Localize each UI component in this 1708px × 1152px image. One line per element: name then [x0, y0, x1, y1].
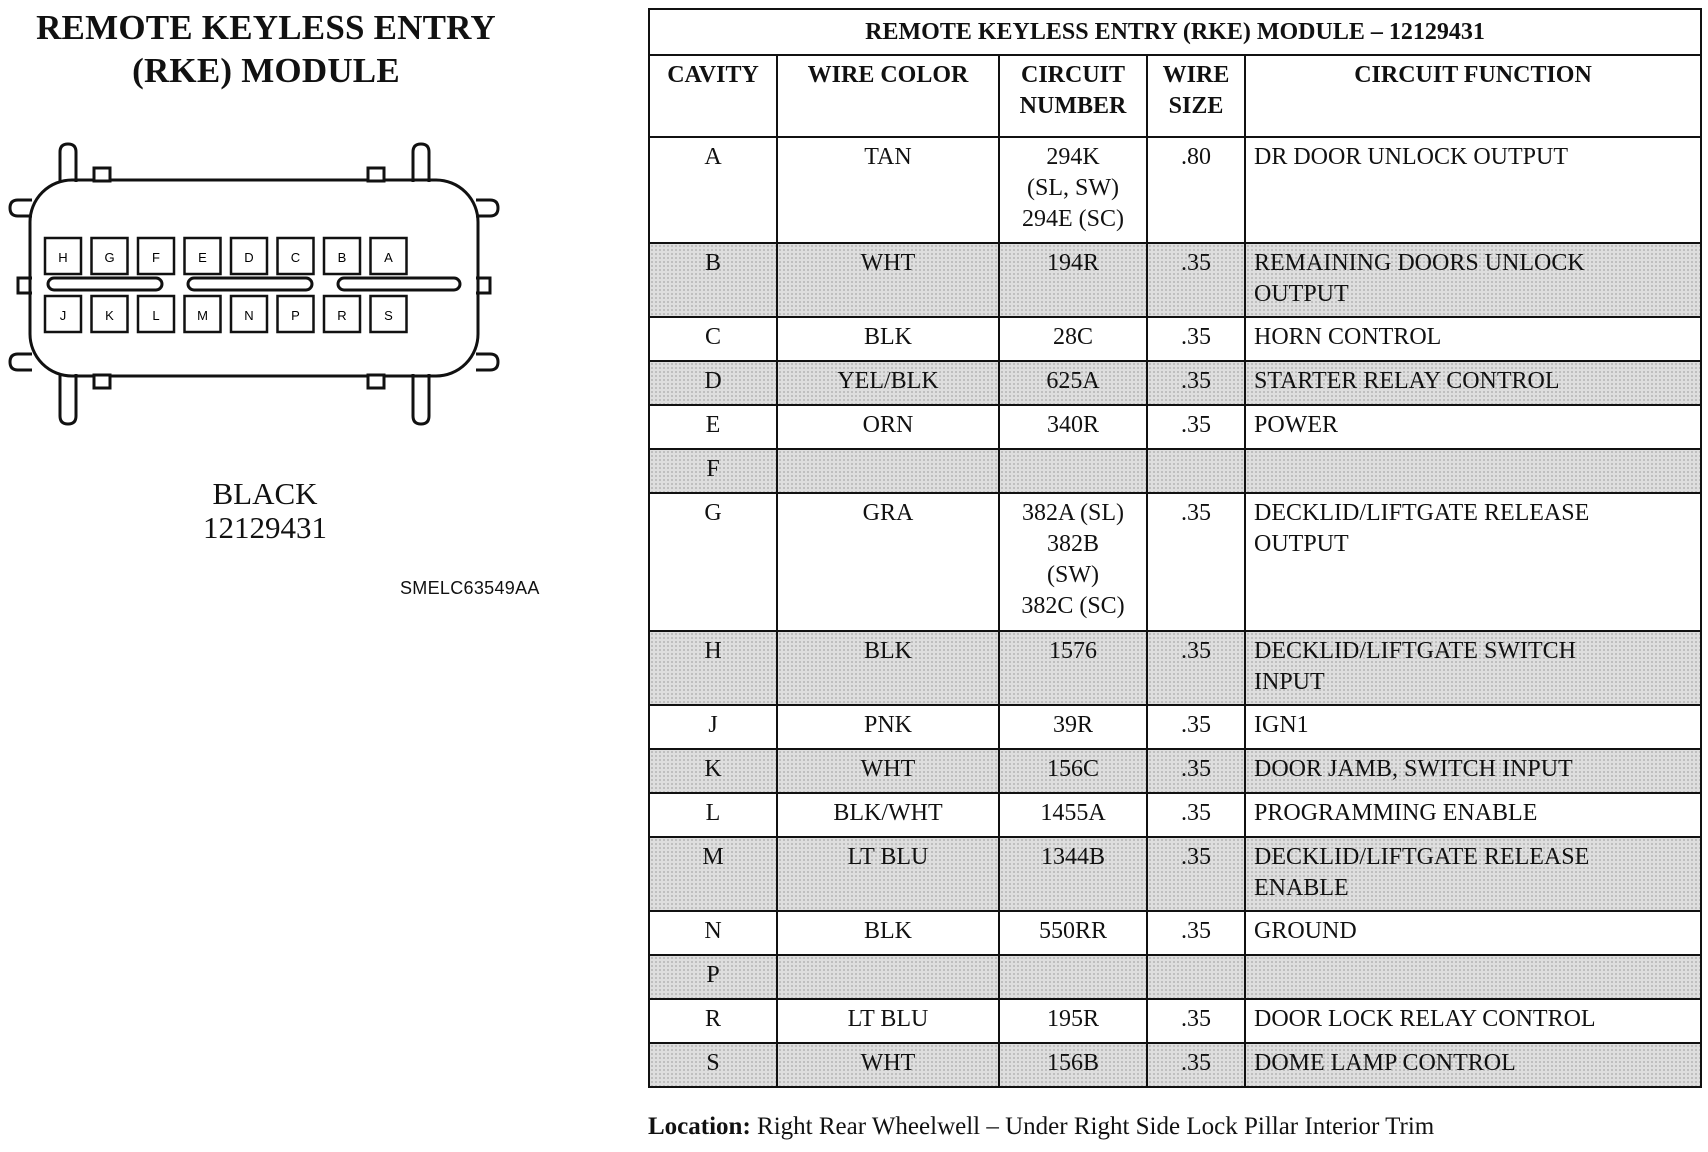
- cell-circuit-number: [999, 999, 1147, 1043]
- connector-pin-label: N: [244, 308, 254, 323]
- cell-wire-color: [777, 243, 999, 317]
- cell-circuit-number-line: 194R: [1046, 250, 1099, 276]
- table-row: [649, 137, 1701, 243]
- cell-circuit-function: [1245, 705, 1701, 749]
- diagram-title-line2: (RKE) MODULE: [132, 51, 400, 90]
- cell-wire-size: [1147, 493, 1245, 631]
- diagram-title: [6, 6, 526, 92]
- cell-circuit-number: [999, 449, 1147, 493]
- cell-wire-color: [777, 999, 999, 1043]
- cell-circuit-number: [999, 1043, 1147, 1087]
- cell-circuit-number-line: 382B: [1046, 531, 1099, 557]
- cell-circuit-function: [1245, 317, 1701, 361]
- cell-cavity-line: A: [704, 144, 722, 170]
- cell-circuit-number: [999, 631, 1147, 705]
- cell-cavity: [649, 705, 777, 749]
- cell-cavity-line: H: [704, 638, 722, 664]
- cell-wire-color-line: YEL/BLK: [837, 368, 939, 394]
- cell-cavity-line: M: [702, 844, 724, 870]
- connector-pin-label: A: [384, 250, 393, 265]
- connector-pin-label: H: [58, 250, 68, 265]
- connector-pin-label: G: [104, 250, 115, 265]
- header-circuit-number-line1: CIRCUIT: [1020, 62, 1125, 88]
- connector-pin-label: B: [337, 250, 347, 265]
- cell-wire-color: [777, 1043, 999, 1087]
- cell-wire-size: [1147, 837, 1245, 911]
- table-row: [649, 837, 1701, 911]
- cell-cavity-line: J: [708, 712, 718, 738]
- table-row: [649, 449, 1701, 493]
- header-circuit-number-line2: NUMBER: [1019, 93, 1127, 119]
- figure-id: SMELC63549AA: [400, 578, 540, 598]
- cell-wire-color-line: GRA: [862, 500, 914, 526]
- cell-wire-size: [1147, 911, 1245, 955]
- cell-circuit-number: [999, 911, 1147, 955]
- bottom-left-lock-tab: [60, 374, 76, 424]
- cell-circuit-function: [1245, 493, 1701, 631]
- cell-wire-size-line: .35: [1181, 712, 1211, 738]
- table-row: [649, 999, 1701, 1043]
- cell-circuit-function: [1245, 749, 1701, 793]
- cell-circuit-function: [1245, 405, 1701, 449]
- connector-pin-label: P: [291, 308, 300, 323]
- cell-wire-size: [1147, 317, 1245, 361]
- connector-pin-P: [278, 296, 314, 332]
- top-right-lock-tab: [413, 144, 429, 182]
- cell-circuit-function-line: REMAINING DOORS UNLOCK: [1254, 250, 1585, 276]
- cell-wire-size-line: .35: [1181, 756, 1211, 782]
- cell-cavity-line: E: [705, 412, 721, 438]
- cell-wire-size: [1147, 955, 1245, 999]
- cell-cavity: [649, 137, 777, 243]
- connector-pin-label: J: [59, 308, 67, 323]
- connector-pin-label: R: [337, 308, 347, 323]
- cell-cavity-line: C: [704, 324, 721, 350]
- cell-wire-color: [777, 361, 999, 405]
- cell-circuit-function-line: DOOR LOCK RELAY CONTROL: [1254, 1006, 1596, 1032]
- cell-circuit-function-line: DECKLID/LIFTGATE RELEASE: [1254, 844, 1590, 870]
- table-row: [649, 705, 1701, 749]
- cell-circuit-number-line: 1455A: [1040, 800, 1106, 826]
- cell-cavity: [649, 449, 777, 493]
- cell-circuit-number: [999, 243, 1147, 317]
- cell-wire-color-line: BLK: [864, 918, 912, 944]
- table-row: [649, 793, 1701, 837]
- connector-pin-label: L: [152, 308, 160, 323]
- table-row: [649, 631, 1701, 705]
- cell-wire-color-line: BLK/WHT: [833, 800, 943, 826]
- connector-pin-H: [45, 238, 81, 274]
- connector-pin-L: [138, 296, 174, 332]
- cell-circuit-function: [1245, 955, 1701, 999]
- cell-wire-size: [1147, 999, 1245, 1043]
- connector-pin-label: D: [244, 250, 254, 265]
- connector-pin-label: M: [197, 308, 208, 323]
- cell-wire-color-line: LT BLU: [847, 1006, 929, 1032]
- cell-wire-size: [1147, 749, 1245, 793]
- cell-circuit-number-line: (SW): [1047, 562, 1099, 588]
- bottom-right-lock-tab: [413, 374, 429, 424]
- cell-wire-color: [777, 317, 999, 361]
- table-row: [649, 911, 1701, 955]
- cell-circuit-number-line: 28C: [1052, 324, 1093, 350]
- cell-circuit-function-line: ENABLE: [1254, 875, 1349, 901]
- cell-cavity: [649, 749, 777, 793]
- cell-circuit-function-line: DR DOOR UNLOCK OUTPUT: [1254, 144, 1569, 170]
- cell-cavity-line: F: [706, 456, 720, 482]
- cell-circuit-number-line: 382A (SL): [1022, 500, 1124, 526]
- cell-wire-size: [1147, 631, 1245, 705]
- cell-cavity: [649, 493, 777, 631]
- table-row: [649, 1043, 1701, 1087]
- cell-cavity-line: S: [706, 1050, 720, 1076]
- table-row: [649, 405, 1701, 449]
- cell-circuit-function-line: DECKLID/LIFTGATE SWITCH: [1254, 638, 1576, 664]
- table-row: [649, 243, 1701, 317]
- cell-circuit-number-line: 156B: [1046, 1050, 1099, 1076]
- cell-wire-size-line: .35: [1181, 800, 1211, 826]
- cell-circuit-number-line: 1344B: [1040, 844, 1105, 870]
- cell-wire-size: [1147, 793, 1245, 837]
- cell-wire-size-line: .80: [1181, 144, 1211, 170]
- cell-circuit-number-line: 195R: [1046, 1006, 1099, 1032]
- cell-circuit-number: [999, 793, 1147, 837]
- connector-pin-N: [231, 296, 267, 332]
- cell-circuit-function-line: DOME LAMP CONTROL: [1254, 1050, 1516, 1076]
- cell-wire-color: [777, 793, 999, 837]
- cell-wire-color-line: WHT: [860, 250, 916, 276]
- cell-cavity: [649, 911, 777, 955]
- cell-circuit-function-line: GROUND: [1254, 918, 1357, 944]
- table-row: [649, 361, 1701, 405]
- cell-cavity-line: G: [704, 500, 722, 526]
- cell-wire-size: [1147, 405, 1245, 449]
- connector-pin-A: [371, 238, 407, 274]
- cell-wire-size-line: .35: [1181, 324, 1211, 350]
- cell-cavity-line: P: [706, 962, 720, 988]
- cell-circuit-number-line: 294K: [1046, 144, 1100, 170]
- cell-wire-color-line: WHT: [860, 1050, 916, 1076]
- connector-face-drawing: [0, 138, 500, 438]
- connector-pin-label: K: [105, 308, 114, 323]
- cell-circuit-number: [999, 705, 1147, 749]
- cell-circuit-number-line: 382C (SC): [1021, 593, 1125, 619]
- cell-wire-size: [1147, 137, 1245, 243]
- header-wire-size-line2: SIZE: [1168, 93, 1224, 119]
- cell-cavity: [649, 405, 777, 449]
- cell-cavity: [649, 999, 777, 1043]
- cell-cavity-line: L: [705, 800, 721, 826]
- cell-wire-size-line: .35: [1181, 500, 1211, 526]
- header-cavity: CAVITY: [649, 55, 777, 137]
- cell-wire-color: [777, 137, 999, 243]
- connector-pin-F: [138, 238, 174, 274]
- cell-wire-color: [777, 749, 999, 793]
- cell-circuit-number-line: 294E (SC): [1022, 206, 1124, 232]
- connector-pin-C: [278, 238, 314, 274]
- connector-pin-G: [92, 238, 128, 274]
- cell-circuit-number-line: 550RR: [1038, 918, 1107, 944]
- cell-circuit-number: [999, 837, 1147, 911]
- cell-circuit-function-line: PROGRAMMING ENABLE: [1254, 800, 1538, 826]
- cell-circuit-function: [1245, 837, 1701, 911]
- cell-cavity: [649, 631, 777, 705]
- connector-pin-J: [45, 296, 81, 332]
- cell-wire-color-line: WHT: [860, 756, 916, 782]
- table-row: [649, 749, 1701, 793]
- connector-part-number: 12129431: [203, 510, 327, 545]
- cell-wire-size: [1147, 449, 1245, 493]
- cell-circuit-function-line: POWER: [1254, 412, 1338, 438]
- cell-wire-color: [777, 405, 999, 449]
- cell-cavity: [649, 317, 777, 361]
- cell-circuit-number: [999, 955, 1147, 999]
- location-label: Location:: [648, 1113, 751, 1140]
- header-circuit-function: CIRCUIT FUNCTION: [1245, 55, 1701, 137]
- table-row: [649, 493, 1701, 631]
- cell-wire-color: [777, 493, 999, 631]
- connector-color: BLACK: [212, 476, 318, 511]
- cell-cavity-line: R: [704, 1006, 721, 1032]
- cell-cavity-line: N: [704, 918, 722, 944]
- connector-pin-label: E: [198, 250, 207, 265]
- cell-wire-color-line: ORN: [862, 412, 914, 438]
- connector-pin-D: [231, 238, 267, 274]
- cell-wire-color: [777, 911, 999, 955]
- location-text: Right Rear Wheelwell – Under Right Side Lock Pillar Interior Trim: [757, 1113, 1435, 1140]
- connector-pin-S: [371, 296, 407, 332]
- cell-circuit-function: [1245, 793, 1701, 837]
- cell-circuit-function-line: OUTPUT: [1254, 531, 1349, 557]
- cell-wire-color: [777, 955, 999, 999]
- cell-wire-size: [1147, 361, 1245, 405]
- cell-wire-size: [1147, 243, 1245, 317]
- connector-pin-label: S: [384, 308, 393, 323]
- header-wire-size-line1: WIRE: [1162, 62, 1230, 88]
- cell-wire-size-line: .35: [1181, 250, 1211, 276]
- cell-cavity: [649, 1043, 777, 1087]
- cell-circuit-function: [1245, 361, 1701, 405]
- cell-circuit-function: [1245, 243, 1701, 317]
- cell-wire-size-line: .35: [1181, 412, 1211, 438]
- cell-circuit-number: [999, 749, 1147, 793]
- cell-wire-size: [1147, 1043, 1245, 1087]
- table-row: [649, 955, 1701, 999]
- cell-cavity: [649, 837, 777, 911]
- cell-cavity-line: K: [704, 756, 722, 782]
- cell-circuit-number: [999, 493, 1147, 631]
- cell-circuit-number-line: (SL, SW): [1027, 175, 1119, 201]
- cell-wire-color: [777, 705, 999, 749]
- cell-circuit-function: [1245, 449, 1701, 493]
- cell-wire-size-line: .35: [1181, 1006, 1211, 1032]
- cell-circuit-number: [999, 137, 1147, 243]
- cell-circuit-number-line: 1576: [1049, 638, 1097, 664]
- cell-circuit-function-line: IGN1: [1254, 712, 1309, 738]
- cell-circuit-function-line: OUTPUT: [1254, 281, 1349, 307]
- cell-wire-color: [777, 631, 999, 705]
- table-row: [649, 317, 1701, 361]
- connector-pin-K: [92, 296, 128, 332]
- header-wire-size: [1147, 55, 1245, 137]
- cell-wire-color-line: TAN: [864, 144, 912, 170]
- connector-pin-M: [185, 296, 221, 332]
- diagram-title-line1: REMOTE KEYLESS ENTRY: [36, 8, 496, 47]
- cell-circuit-function-line: HORN CONTROL: [1254, 324, 1442, 350]
- table-caption: REMOTE KEYLESS ENTRY (RKE) MODULE – 12129431: [649, 9, 1701, 55]
- connector-pin-R: [324, 296, 360, 332]
- cell-circuit-function: [1245, 137, 1701, 243]
- cell-circuit-number-line: 156C: [1046, 756, 1099, 782]
- cell-cavity: [649, 955, 777, 999]
- cell-circuit-function-line: INPUT: [1254, 669, 1325, 695]
- cell-cavity: [649, 361, 777, 405]
- cell-circuit-function-line: DECKLID/LIFTGATE RELEASE: [1254, 500, 1590, 526]
- cell-wire-color: [777, 837, 999, 911]
- cell-circuit-number-line: 625A: [1046, 368, 1100, 394]
- pinout-table: [648, 8, 1702, 1088]
- cell-circuit-function: [1245, 1043, 1701, 1087]
- cell-wire-color-line: PNK: [863, 712, 912, 738]
- connector-pin-E: [185, 238, 221, 274]
- cell-wire-color: [777, 449, 999, 493]
- cell-circuit-function-line: STARTER RELAY CONTROL: [1254, 368, 1560, 394]
- cell-circuit-number: [999, 405, 1147, 449]
- location-note: [648, 1113, 1434, 1141]
- connector-pin-B: [324, 238, 360, 274]
- cell-wire-color-line: BLK: [864, 324, 912, 350]
- cell-wire-color-line: BLK: [864, 638, 912, 664]
- cell-wire-size: [1147, 705, 1245, 749]
- cell-circuit-function: [1245, 631, 1701, 705]
- cell-cavity-line: B: [704, 250, 721, 276]
- cell-circuit-number-line: 39R: [1052, 712, 1093, 738]
- cell-circuit-number: [999, 317, 1147, 361]
- connector-pin-label: C: [290, 250, 301, 265]
- cell-circuit-function: [1245, 999, 1701, 1043]
- cell-wire-size-line: .35: [1181, 1050, 1211, 1076]
- cell-circuit-number-line: 340R: [1046, 412, 1099, 438]
- cell-cavity: [649, 793, 777, 837]
- cell-circuit-function: [1245, 911, 1701, 955]
- cell-wire-size-line: .35: [1181, 918, 1211, 944]
- cell-cavity: [649, 243, 777, 317]
- connector-pin-label: F: [152, 250, 160, 265]
- cell-wire-size-line: .35: [1181, 844, 1211, 870]
- header-wire-color: WIRE COLOR: [777, 55, 999, 137]
- cell-circuit-number: [999, 361, 1147, 405]
- header-circuit-number: [999, 55, 1147, 137]
- cell-cavity-line: D: [704, 368, 722, 394]
- cell-wire-color-line: LT BLU: [847, 844, 929, 870]
- cell-wire-size-line: .35: [1181, 638, 1211, 664]
- cell-wire-size-line: .35: [1181, 368, 1211, 394]
- cell-circuit-function-line: DOOR JAMB, SWITCH INPUT: [1254, 756, 1573, 782]
- top-left-lock-tab: [60, 144, 76, 182]
